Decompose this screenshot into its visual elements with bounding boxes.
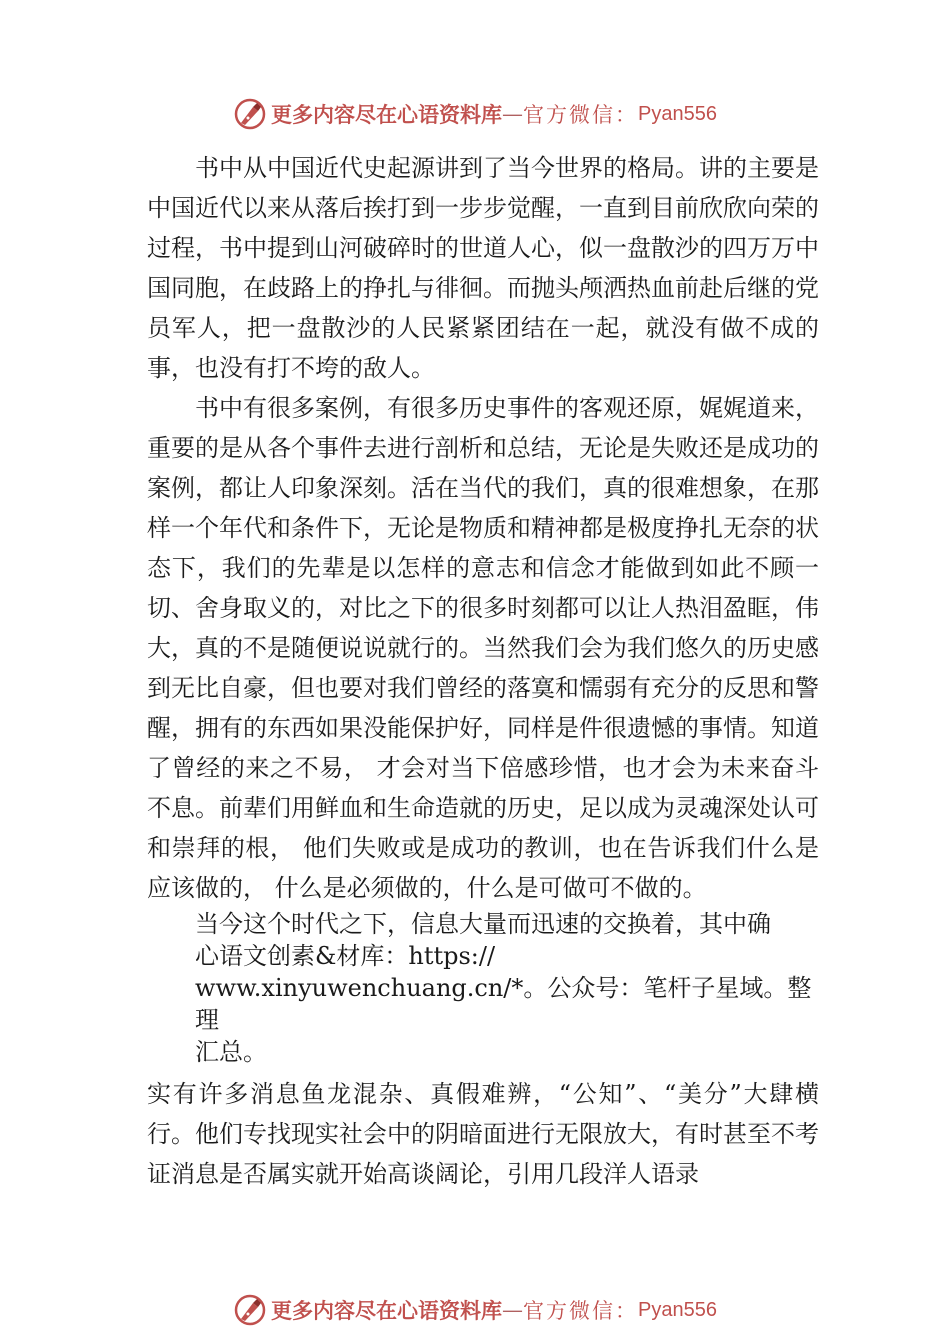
pen-nib-logo-icon: [233, 1293, 267, 1327]
document-body: [147, 148, 819, 1194]
brand-text: 更多内容尽在心语资料库: [271, 102, 503, 127]
brand-text: 更多内容尽在心语资料库: [271, 1298, 503, 1323]
banner-separator: —: [502, 1298, 524, 1322]
paragraph-2: 书中有很多案例，有很多历史事件的客观还原，娓娓道来，重要的是从各个事件去进行剖析和总结，无论是失败还是成功的案例，都让人印象深刻。活在当代的我们，真的很难想象，在那样一个年代和条件下，无论是物质和精神都是极度挣扎无奈的状态下，我们的先辈是以怎样的意志和信念才能做到如此不顾一切、舍身取义的，对比之下的很多时刻都可以让人热泪盈眶，伟大，真的不是随便说说就行的。当然我们会为我们悠久的历史感到无比自豪，但也要对我们曾经的落寞和懦弱有充分的反思和警醒，拥有的东西如果没能保护好，同样是件很遗憾的事情。知道了曾经的来之不易， 才会对当下倍感珍惜，也才会为未来奋斗不息。前辈们用鲜血和生命造就的历史，足以成为灵魂深处认可和崇拜的根， 他们失败或是成功的教训，也在告诉我们什么是应该做的， 什么是必须做的，什么是可做可不做的。: [147, 394, 819, 902]
banner-separator: —: [502, 102, 524, 126]
paragraph-3: 实有许多消息鱼龙混杂、真假难辨，“公知”、“美分”大肆横行。他们专找现实社会中的阴暗面进行无限放大，有时甚至不考证消息是否属实就开始高谈阔论，引用几段洋人语录: [147, 1080, 819, 1188]
header-banner: [0, 92, 950, 136]
source-note-line-3: www.xinyuwenchuang.cn/*。公众号：笔杆子星域。整理: [195, 974, 812, 1034]
contact-label: 官方微信：: [523, 103, 639, 127]
source-note-line-1: 当今这个时代之下，信息大量而迅速的交换着，其中确: [195, 910, 771, 938]
wechat-id: Pyan556: [638, 102, 717, 125]
paragraph-1: 书中从中国近代史起源讲到了当今世界的格局。讲的主要是中国近代以来从落后挨打到一步步觉醒，一直到目前欣欣向荣的过程，书中提到山河破碎时的世道人心，似一盘散沙的四万万中国同胞，在歧路上的挣扎与徘徊。而抛头颅洒热血前赴后继的党员军人，把一盘散沙的人民紧紧团结在一起，就没有做不成的事，也没有打不垮的敌人。: [147, 154, 819, 382]
pen-nib-logo-icon: [233, 97, 267, 131]
contact-label: 官方微信：: [523, 1299, 639, 1323]
source-note-line-2: 心语文创素&材库：https://: [195, 942, 496, 970]
footer-banner: [0, 1288, 950, 1332]
wechat-id: Pyan556: [638, 1298, 717, 1321]
source-note-line-4: 汇总。: [195, 1038, 267, 1066]
source-note: [195, 908, 819, 1068]
